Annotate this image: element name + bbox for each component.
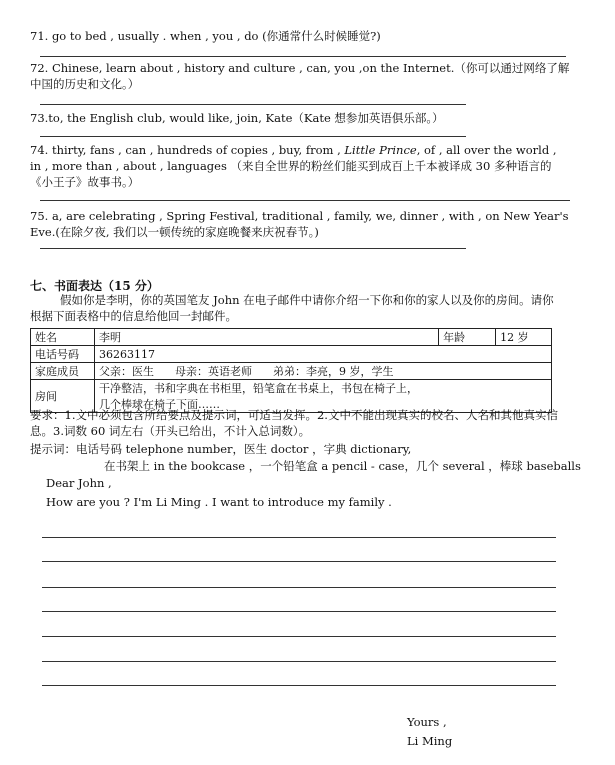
letter-greeting: Dear John , <box>46 476 112 490</box>
requirements: 要求：1.文中必须包含所给要点及提示词，可适当发挥。2.文中不能出现真实的校名、人名和其他真实信息。3.词数 60 词左右（开头已给出，不计入总词数）。 <box>30 408 558 438</box>
writing-line[interactable] <box>42 685 556 686</box>
section-7-title: 七、书面表达（15 分） <box>30 279 159 293</box>
question-71: 71. go to bed , usually . when , you , do (你通常什么时候睡觉?) <box>30 29 381 43</box>
question-72: 72. Chinese, learn about , history and culture , can, you ,on the Internet.（你可以通过网络了解中国的历史和文化。） <box>30 61 570 91</box>
father-info: 父亲：医生 <box>99 365 154 378</box>
family-label: 家庭成员 <box>31 363 95 380</box>
age-value: 12 岁 <box>496 329 552 346</box>
book-title: Little Prince <box>344 143 417 157</box>
question-73: 73.to, the English club, would like, join, Kate（Kate 想参加英语俱乐部。） <box>30 111 444 125</box>
phone-value: 36263117 <box>95 346 552 363</box>
name-value: 李明 <box>95 329 439 346</box>
answer-line-75[interactable] <box>40 248 466 249</box>
question-75: 75. a, are celebrating , Spring Festival, traditional , family, we, dinner , with , on New Year's Eve.(在除夕夜, 我们以一顿传统的家庭晚餐来庆祝春节。) <box>30 209 569 239</box>
answer-line-74[interactable] <box>40 200 570 201</box>
family-value <box>95 363 552 380</box>
letter-opening: How are you ? I'm Li Ming . I want to introduce my family . <box>46 495 392 509</box>
section-7-intro: 假如你是李明，你的英国笔友 John 在电子邮件中请你介绍一下你和你的家人以及你的房间。请你根据下面表格中的信息给他回一封邮件。 <box>30 293 554 323</box>
phone-label: 电话号码 <box>31 346 95 363</box>
name-label: 姓名 <box>31 329 95 346</box>
question-74-part2: , of , all over the world , in , more than , about , languages （来自全世界的粉丝们能买到成百上千本被译成 30 多种语言的《小王子》故事书。） <box>30 143 557 189</box>
answer-line-71[interactable] <box>40 56 566 57</box>
room-line-2: 几个棒球在椅子下面…… <box>99 398 220 411</box>
hints-line-2: 在书架上 in the bookcase ，一个铅笔盒 a pencil - case，几个 several ，棒球 baseballs <box>104 459 581 473</box>
brother-info: 弟弟：李亮，9 岁，学生 <box>272 365 394 378</box>
mother-info: 母亲：英语老师 <box>174 365 252 378</box>
letter-closing: Yours , <box>407 715 447 729</box>
writing-line[interactable] <box>42 611 556 612</box>
answer-line-73[interactable] <box>40 136 466 137</box>
question-74-part1: 74. thirty, fans , can , hundreds of copies , buy, from , <box>30 143 345 157</box>
writing-line[interactable] <box>42 537 556 538</box>
letter-signature: Li Ming <box>407 734 453 748</box>
room-line-1: 干净整洁，书和字典在书柜里，铅笔盒在书桌上，书包在椅子上， <box>99 382 418 395</box>
hints-line-1: 提示词：电话号码 telephone number，医生 doctor ，字典 dictionary, <box>30 442 412 456</box>
writing-line[interactable] <box>42 587 556 588</box>
age-label: 年龄 <box>439 329 496 346</box>
question-74 <box>30 142 570 190</box>
writing-line[interactable] <box>42 661 556 662</box>
info-table <box>30 328 552 413</box>
writing-line[interactable] <box>42 636 556 637</box>
answer-line-72[interactable] <box>40 104 466 105</box>
room-label: 房间 <box>31 380 95 413</box>
writing-line[interactable] <box>42 561 556 562</box>
